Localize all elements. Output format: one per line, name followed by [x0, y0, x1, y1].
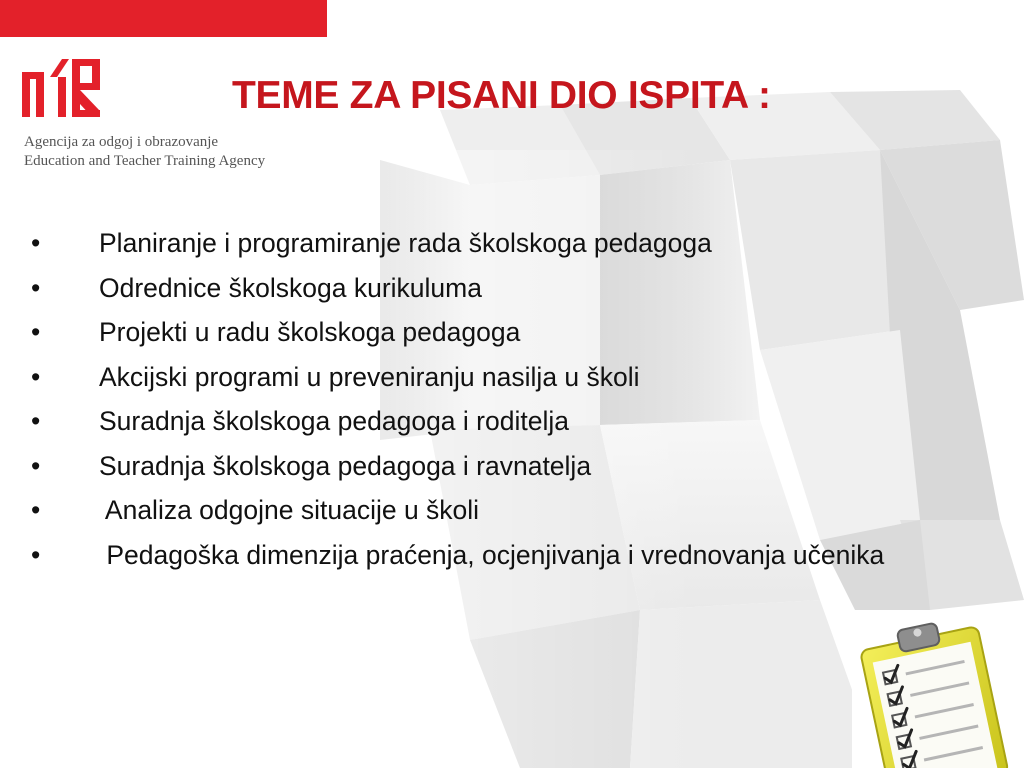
- agency-name-hr: Agencija za odgoj i obrazovanje: [24, 134, 219, 150]
- exam-topics-list: [24, 226, 904, 582]
- topic-item: [24, 226, 904, 261]
- slide-title: TEME ZA PISANI DIO ISPITA :: [232, 74, 771, 117]
- bullet-marker: •: [31, 272, 41, 303]
- agency-name-en: Education and Teacher Training Agency: [24, 153, 266, 169]
- topic-item: [24, 360, 904, 395]
- topic-item: [24, 449, 904, 484]
- topic-text: Planiranje i programiranje rada školskoga pedagoga: [99, 228, 712, 258]
- bullet-marker: •: [31, 495, 41, 525]
- bullet-marker: •: [31, 361, 41, 392]
- topic-text: Suradnja školskoga pedagoga i roditelja: [99, 406, 569, 436]
- bullet-marker: •: [31, 406, 41, 436]
- topic-item: [24, 538, 904, 573]
- topic-item: [24, 271, 904, 306]
- topic-item: [24, 404, 904, 439]
- topic-text: Analiza odgojne situacije u školi: [99, 495, 480, 525]
- bullet-marker: •: [31, 228, 41, 258]
- checklist-clipboard-icon: [852, 610, 1024, 768]
- agency-name: [24, 133, 265, 171]
- topic-text: Odrednice školskoga kurikuluma: [99, 272, 482, 303]
- aoo-logo-icon: [22, 57, 100, 117]
- topic-item: [24, 315, 904, 350]
- topic-text: Pedagoška dimenzija praćenja, ocjenjivanja i vrednovanja učenika: [99, 539, 885, 570]
- top-accent-bar: [0, 0, 327, 37]
- topic-text: Akcijski programi u preveniranju nasilja u školi: [99, 361, 640, 392]
- bullet-marker: •: [31, 539, 41, 570]
- topic-text: Projekti u radu školskoga pedagoga: [99, 317, 521, 347]
- bullet-marker: •: [31, 450, 41, 481]
- bullet-marker: •: [31, 317, 41, 347]
- topic-text: Suradnja školskoga pedagoga i ravnatelja: [99, 450, 592, 481]
- topic-item: [24, 493, 904, 528]
